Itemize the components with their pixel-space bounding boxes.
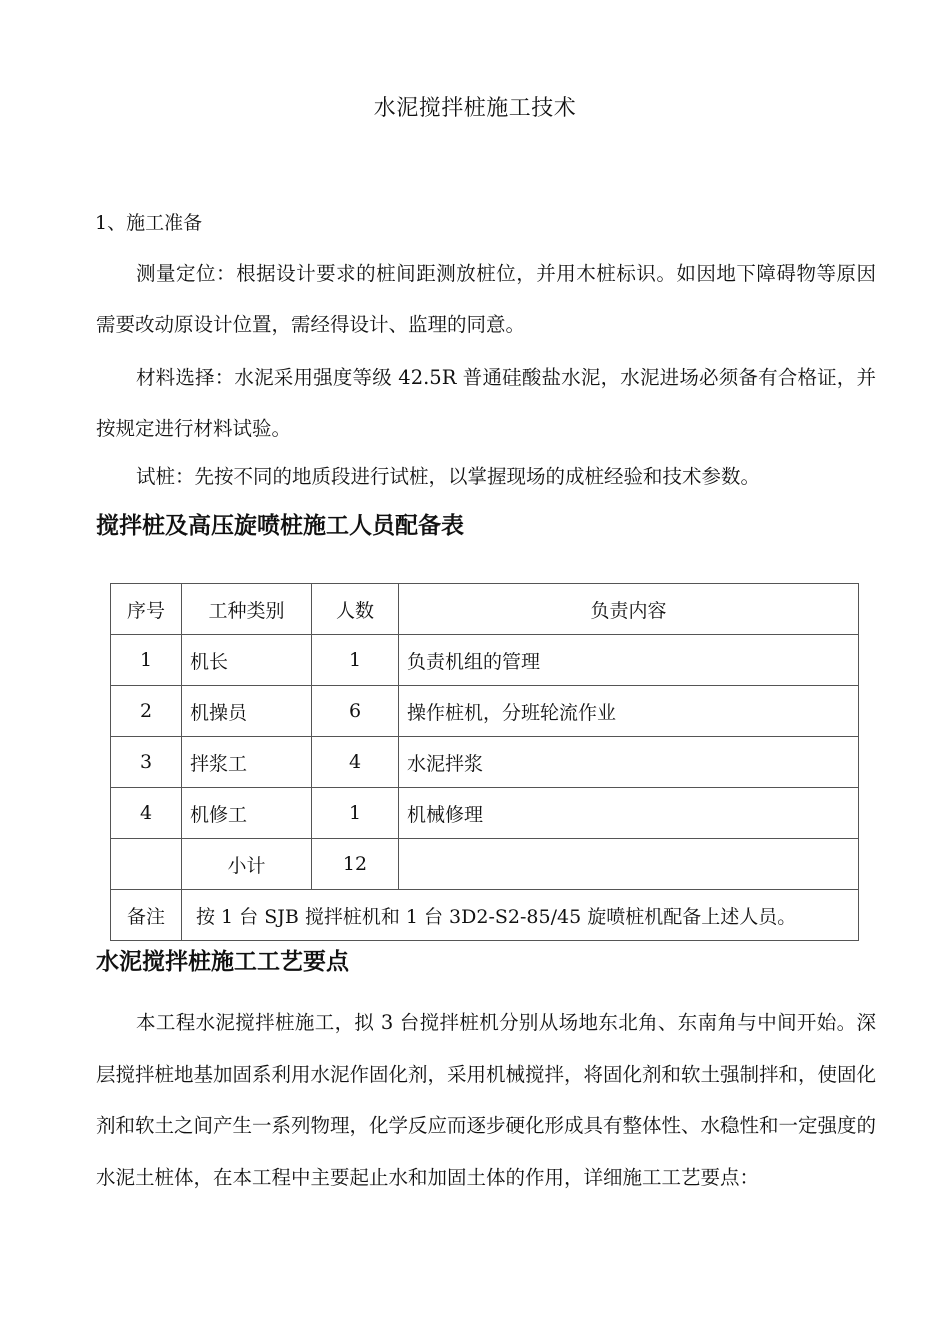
header-seq: 序号: [111, 584, 182, 635]
cell-seq: 3: [111, 737, 182, 788]
paragraph-material-selection: 材料选择：水泥采用强度等级 42.5R 普通硅酸盐水泥，水泥进场必须备有合格证，并按规定进行材料试验。: [96, 366, 876, 440]
subtotal-row: [111, 839, 859, 890]
table-row: [111, 788, 859, 839]
table-row: [111, 686, 859, 737]
cell-seq: 2: [111, 686, 182, 737]
paragraph-process: 本工程水泥搅拌桩施工，拟 3 台搅拌桩机分别从场地东北角、东南角与中间开始。深层搅拌桩地基加固系利用水泥作固化剂，采用机械搅拌，将固化剂和软土强制拌和，使固化剂和软土之间产生一系列物理，化学反应而逐步硬化形成具有整体性、水稳性和一定强度的水泥土桩体，在本工程中主要起止水和加固土体的作用，详细施工工艺要点：: [96, 1011, 877, 1189]
cell-count: 4: [312, 737, 399, 788]
subtotal-count: 12: [312, 839, 399, 890]
cell-duty: 机械修理: [399, 788, 859, 839]
table-header-row: [111, 584, 859, 635]
cell-type: 机修工: [182, 788, 312, 839]
paragraph-trial-pile: 试桩：先按不同的地质段进行试桩，以掌握现场的成桩经验和技术参数。: [136, 465, 761, 488]
cell-duty: 操作桩机，分班轮流作业: [399, 686, 859, 737]
cell-count: 6: [312, 686, 399, 737]
remark-row: [111, 890, 859, 941]
header-type: 工种类别: [182, 584, 312, 635]
cell-type: 机操员: [182, 686, 312, 737]
cell-empty: [399, 839, 859, 890]
table-row: [111, 635, 859, 686]
cell-type: 机长: [182, 635, 312, 686]
table-heading: 搅拌桩及高压旋喷桩施工人员配备表: [96, 513, 464, 539]
process-heading: 水泥搅拌桩施工工艺要点: [96, 949, 349, 975]
paragraph-survey-positioning: 测量定位：根据设计要求的桩间距测放桩位，并用木桩标识。如因地下障碍物等原因需要改动原设计位置，需经得设计、监理的同意。: [96, 262, 876, 336]
cell-duty: 负责机组的管理: [399, 635, 859, 686]
cell-count: 1: [312, 635, 399, 686]
table-row: [111, 737, 859, 788]
section-heading-preparation: 1、施工准备: [95, 212, 203, 234]
cell-seq: 4: [111, 788, 182, 839]
cell-type: 拌浆工: [182, 737, 312, 788]
staff-table: [110, 583, 859, 941]
cell-count: 1: [312, 788, 399, 839]
cell-empty: [111, 839, 182, 890]
header-duty: 负责内容: [399, 584, 859, 635]
cell-duty: 水泥拌浆: [399, 737, 859, 788]
subtotal-label: 小计: [182, 839, 312, 890]
cell-seq: 1: [111, 635, 182, 686]
remark-text: 按 1 台 SJB 搅拌桩机和 1 台 3D2-S2-85/45 旋喷桩机配备上述人员。: [182, 890, 859, 941]
document-title: 水泥搅拌桩施工技术: [373, 96, 577, 121]
remark-label: 备注: [111, 890, 182, 941]
header-count: 人数: [312, 584, 399, 635]
